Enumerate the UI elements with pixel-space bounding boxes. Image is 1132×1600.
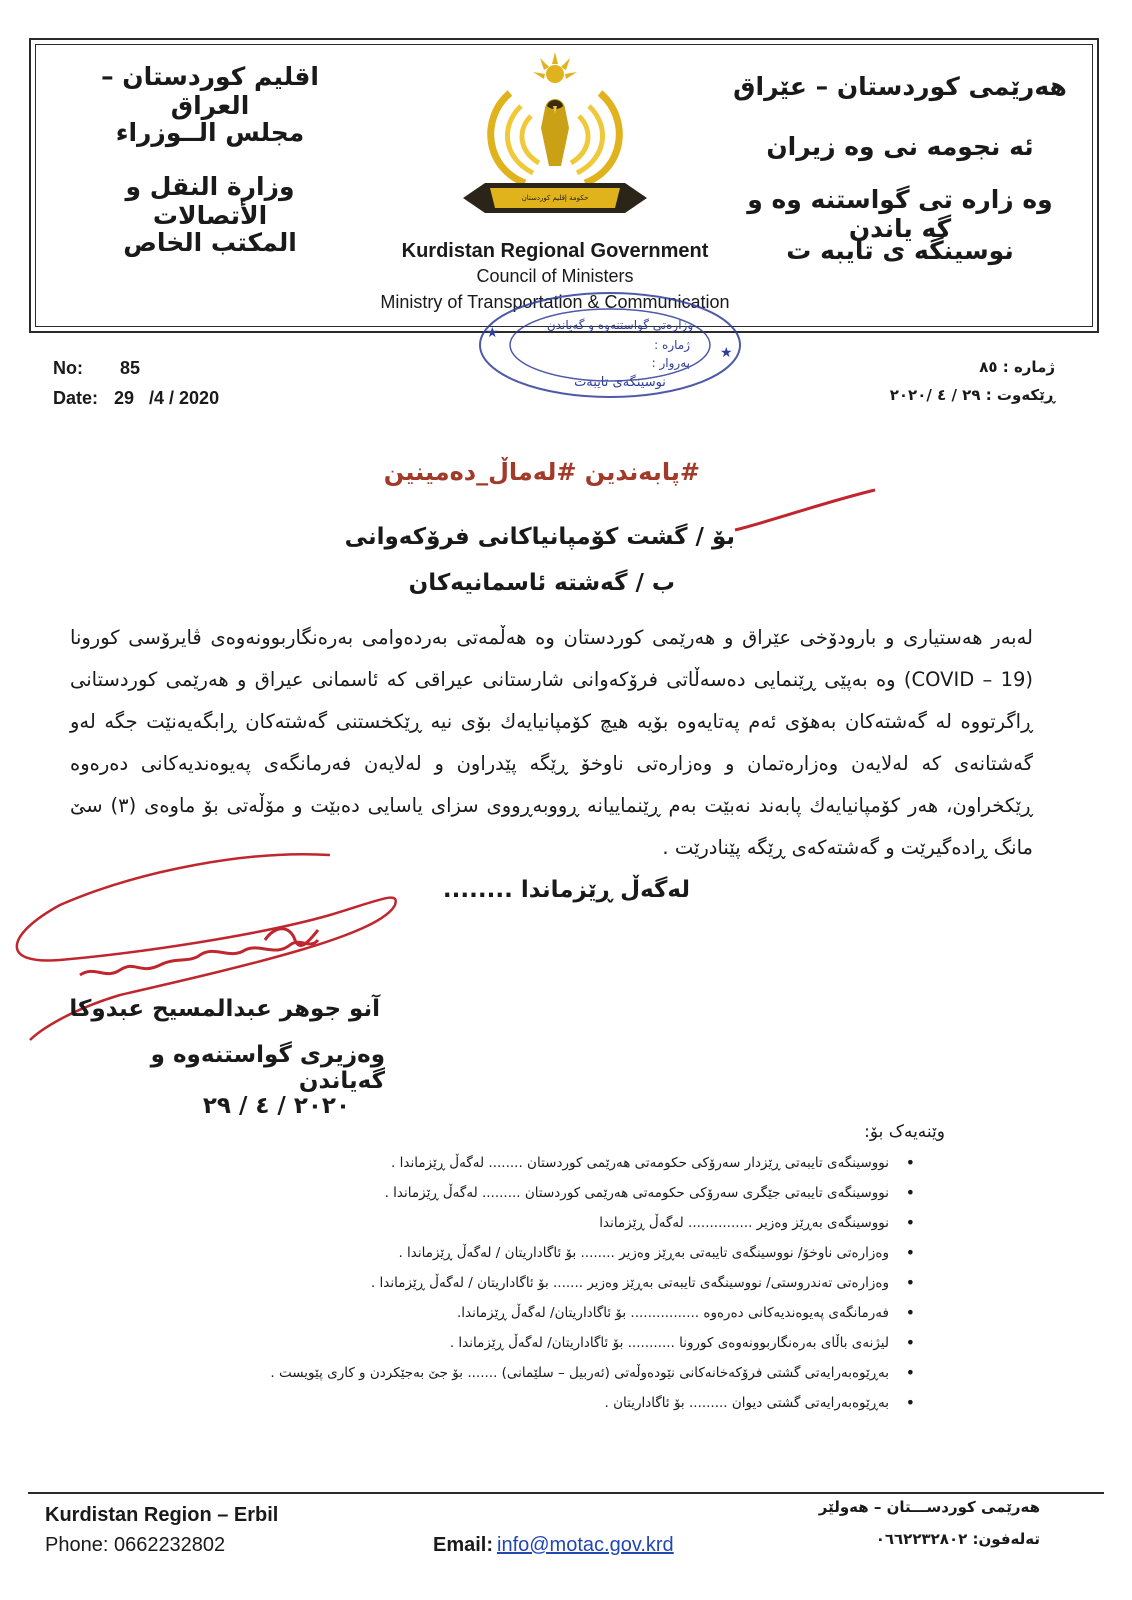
footer-region-en: Kurdistan Region – Erbil [45, 1504, 279, 1526]
cc-item: • نووسینگەی بەڕێز وەزیر ............... لەگەڵ ڕێزماندا [150, 1208, 915, 1238]
header-ku-ministry: وه زاره تی گواستنه وه و گه یاندن [747, 185, 1053, 243]
doc-number-label: No: [53, 358, 83, 378]
cc-item: • وەزارەتی تەندروستی/ نووسینگەی تایبەتی بەڕێز وەزیر ....... بۆ ئاگاداریتان / لەگەڵ ڕێزماندا . [150, 1268, 915, 1298]
doc-date-value: 29 /4 / 2020 [114, 388, 220, 408]
header-en-council: Council of Ministers [476, 266, 634, 286]
signatory-date: ٢٠٢٠ / ٤ / ٢٩ [202, 1093, 350, 1119]
cc-item: • وەزارەتی ناوخۆ/ نووسینگەی تایبەتی بەڕێز وەزیر ........ بۆ ئاگاداریتان / لەگەڵ ڕێزماندا . [150, 1238, 915, 1268]
cc-item: • بەڕێوەبەرایەتی گشتی فرۆکەخانەکانی نێودەوڵەتی (ئەربیل – سلێمانی) ....... بۆ جێ بەجێکردن و کاری پێویست . [150, 1358, 915, 1388]
header-en-ministry: Ministry of Transportation & Communication [380, 292, 730, 312]
recipient-line: بۆ / گشت كۆمپانیاكانی فرۆكەوانی [344, 524, 735, 550]
doc-number-ku: ژماره : ٨٥ [979, 358, 1055, 376]
header-ku-office: نوسینگه ی تایبه ت [786, 236, 1014, 265]
signatory-title: وەزیری گواستنەوە و گەیاندن [150, 1042, 385, 1094]
letter-body: لەبەر هەستیاری و بارودۆخی عێراق و هەرێمی كوردستان وە هەڵمەتی بەردەوامی بەرەنگاربوونەوەی ڤایرۆسی كورونا (COVID – 19) وە بەپێی ڕێنمایی دەسەڵاتی فرۆكەوانی شارستانی عیراقی كە ئاسمانی عیراق و هەرێمی كوردستانی ڕاگرتووە لە گەشتەكان بەهۆی ئەم پەتایەوە بۆیە هیچ كۆمپانیایەك بۆی نیە ڕێكخستنی گەشتەكان ڕابگەیەنێت جگە لەو گەشتانەی كە لەلایەن وەزارەتمان و وەزارەتی ناوخۆ ڕێگە پێدراون و لەلایەن فەرمانگەی پەیوەندیەكانی دەرەوە ڕێكخراون، هەر كۆمپانیایەك پابەند نەبێت بەم ڕێنماییانە ڕووبەڕووی سزای یاسایی دەبێت و مۆڵەتی بۆ ماوەی (٣) سێ مانگ ڕادەگیرێت و گەشتەكەی ڕێگە پێنادرێت . [70, 626, 1033, 859]
footer-phone-en: Phone: 0662232802 [45, 1534, 226, 1556]
doc-date-label: Date: [53, 388, 99, 408]
campaign-hashtag: #پابەندین #لەماڵ_دەمینین [383, 458, 700, 486]
doc-date-ku: ڕێکەوت : ٢٩ / ٤ /٢٠٢٠ [889, 386, 1055, 404]
kurdistan-emblem-icon [455, 48, 655, 228]
cc-title: وێنەیەک بۆ: [864, 1122, 945, 1142]
header-ku-region: هەرێمی كوردستان – عێراق [733, 72, 1067, 101]
footer-divider [28, 1492, 1104, 1494]
doc-number-value: 85 [120, 358, 141, 378]
recipient-mark [725, 480, 885, 540]
footer-email-label: Email: [433, 1534, 494, 1556]
signatory-name: آنو جوهر عبدالمسیح عبدوكا [69, 996, 380, 1022]
footer-region-ku: هەرێمی كوردســـتان – هەولێر [818, 1498, 1040, 1516]
stamp-office-text: نوسینگەی تایبەت [574, 375, 666, 390]
cc-item: • فەرمانگەی پەیوەندیەکانی دەرەوە ................ بۆ ئاگاداریتان/ لەگەڵ ڕێزماندا. [150, 1298, 915, 1328]
header-en-government: Kurdistan Regional Government [401, 240, 709, 262]
stamp-ministry-text: وزارەتی گواستنەوە و گەیاندن [546, 318, 694, 332]
svg-text:★: ★ [720, 345, 733, 361]
header-ar-region: اقليم كوردستان – العراق [101, 62, 319, 120]
header-ar-office: المكتب الخاص [123, 228, 297, 257]
stamp-date-label: بەروار : [651, 356, 690, 370]
header-ku-council: ئه نجومه نی وه زیران [766, 132, 1034, 161]
header-ar-ministry: وزارة النقل و الأتصالات [125, 172, 295, 230]
closing-regards: لەگەڵ ڕێزماندا ........ [442, 877, 690, 903]
cc-list [150, 1148, 915, 1418]
svg-text:حكومة إقليم كوردستان: حكومة إقليم كوردستان [521, 194, 589, 202]
footer-phone-ku: تەلەفون: ٠٦٦٢٢٣٢٨٠٢ [875, 1530, 1040, 1548]
header-ar-council: مجلس الــوزراء [115, 118, 305, 147]
svg-text:★: ★ [486, 325, 499, 341]
footer-email-link[interactable]: info@motac.gov.krd [497, 1534, 674, 1556]
stamp-number-label: ژمارە : [654, 338, 690, 352]
cc-item: • لیژنەی باڵای بەرەنگاربوونەوەی کورونا ........... بۆ ئاگاداریتان/ لەگەڵ ڕێزماندا . [150, 1328, 915, 1358]
subject-line: ب / گەشتە ئاسمانیەكان [408, 570, 675, 596]
cc-item: • بەڕێوەبەرایەتی گشتی دیوان ......... بۆ ئاگاداریتان . [150, 1388, 915, 1418]
cc-item: • نووسینگەی تایبەتی ڕێزدار سەرۆکی حکومەتی هەرێمی کوردستان ........ لەگەڵ ڕێزماندا . [150, 1148, 915, 1178]
cc-item: • نووسینگەی تایبەتی جێگری سەرۆکی حکومەتی هەرێمی کوردستان ......... لەگەڵ ڕێزماندا . [150, 1178, 915, 1208]
